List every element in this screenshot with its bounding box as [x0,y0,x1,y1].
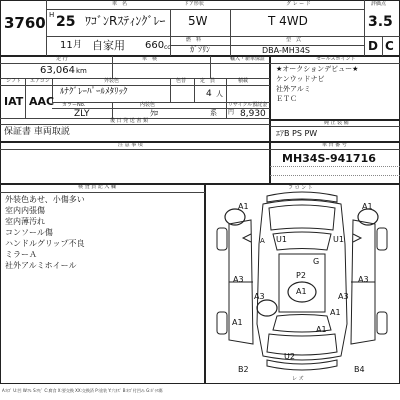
equipment-value: ｴｱB PS PW [276,129,318,138]
front-label: フ ロ ン ト [288,185,313,191]
score-label: 評価点 [371,1,387,7]
rear-label: レ ズ [292,376,304,382]
seats-label: 定 員 [200,78,216,84]
lot-number: 3760 [4,14,46,32]
fuel-label: 燃 料 [186,37,202,43]
interior-note: 系 [210,109,217,117]
sales-point-item: ＥＴＣ [276,95,297,103]
damage-mark: U2 [284,352,295,361]
model-code-label: 型 式 [286,37,302,43]
shift-value: IAT [4,95,24,108]
recycle-label: リサイクル預託金 [228,102,268,108]
damage-mark: B2 [238,365,249,374]
damage-mark: U1 [333,235,344,244]
color-label: 外装色 [104,78,120,84]
displacement: 660 [145,40,165,51]
damage-mark: A3 [254,292,265,301]
color-change-label: 色替 [176,78,187,84]
mileage-unit: km [76,67,87,75]
month: 11 [60,40,73,51]
car-name: ﾜｺﾞﾝRｽﾃｨﾝｸﾞﾚｰ [85,14,166,28]
wheel-rear-right [377,312,387,334]
era-letter: H [49,11,55,19]
damage-mark: B4 [354,365,365,374]
damage-mark: U1 [276,235,287,244]
load-label: 積載 [238,78,249,84]
rear-hatch-outline [267,334,337,355]
color-value: ﾙﾅｸﾞﾚｰﾊﾟｰﾙﾒﾀﾘｯｸ [60,87,128,97]
record-value: 保証書 車両取説 [4,127,70,137]
grade-label: グ レ ー ド [286,1,311,7]
inspector-note-line: 室内薄汚れ [5,217,45,226]
door-label: ドア形状 [184,1,204,7]
recycle-fee: 8,930 [240,109,266,119]
mirror-right [353,234,361,242]
inspector-note-line: ミラーＡ [5,250,37,259]
fuel: ｶﾞｿﾘﾝ [190,45,210,54]
inspector-note-line: 社外アルミホイール [5,261,77,270]
mileage-value: 63,064 [40,65,75,76]
inspector-note-line: 室内内張傷 [5,206,45,215]
displacement-unit: cc [164,44,171,51]
car-name-label: 車 名 [112,1,128,7]
damage-circle [257,300,277,316]
month-unit: 月 [73,40,83,50]
sales-points-label: セールスポイント [316,56,356,62]
year: 25 [56,14,76,30]
chassis-label: 車 台 番 号 [322,142,347,148]
inspector-note-line: コンソール傷 [5,228,53,237]
color-no-label: カラーNo. [62,102,86,108]
damage-mark: A1 [232,318,243,327]
interior-color: ｸﾛ [150,109,158,118]
wheel-rear-left [217,312,227,334]
wheel-front-right [377,228,387,250]
interior-grade: D [368,39,378,53]
seats-value: 4 [206,89,212,99]
mileage-label: 走 行 [56,56,68,62]
damage-mark: A1 [362,202,373,211]
inspector-notes-label: 検 査 員 記 入 欄 [78,184,116,190]
car-outline-diagram [205,184,400,384]
model-code: DBA-MH34S [262,46,311,55]
damage-mark: A1 [238,202,249,211]
equipment-label: 純 正 装 備 [324,120,349,126]
record-label: 後 日 発 送 書 類 [110,118,148,124]
damage-mark: A1 [330,308,341,317]
exterior-grade: C [385,39,394,53]
inspector-note-line: ハンドルグリップ不良 [5,239,85,248]
grade: T 4WD [268,14,308,28]
hood-outline [269,205,335,230]
ac-label: エアコン [30,78,50,84]
color-code: ZLY [74,109,90,119]
damage-mark: G [313,257,320,266]
mirror-left [243,234,251,242]
chassis-number: MH34S-941716 [282,152,376,165]
rear-bumper-outline [267,360,337,370]
interior-label: 内装色 [140,102,156,108]
damage-legend: A:ｷｽﾞ U:凹 W:ﾜﾚ S:ｻﾋﾞ C:腐食 X:要交換 XX:交換済 P:塗装 Y:穴ｷｽﾞ B:ｷｽﾞ付凹み G:ｶﾞﾗｽ傷 [2,388,163,393]
doors: 5W [188,14,208,28]
seats-unit: 人 [216,90,223,98]
score: 3.5 [368,14,393,30]
ac-value: AAC [29,95,55,108]
damage-mark: A1 [296,287,307,296]
recycle-yen: 円 [228,109,235,116]
damage-mark: A3 [338,292,349,301]
warranty-label: 輸入・新車保証 [230,56,266,62]
wheel-front-left [217,228,227,250]
inspection-label: 車 検 [142,56,158,62]
damage-mark: A3 [233,275,244,284]
notes-label: 注 意 事 項 [118,142,143,148]
inspector-note-line: 外装色あせ、小傷多い [5,195,85,204]
shift-label: シフト [6,78,22,84]
sales-point-item: ケンウッドナビ [276,75,325,83]
usage: 自家用 [92,39,125,52]
damage-mark: A [260,237,265,245]
damage-mark: A1 [316,325,327,334]
damage-mark: A3 [358,275,369,284]
sales-point-item: ★オークションデビュー★ [276,65,359,73]
damage-mark: P2 [296,271,306,280]
sales-point-item: 社外アルミ [276,85,311,93]
